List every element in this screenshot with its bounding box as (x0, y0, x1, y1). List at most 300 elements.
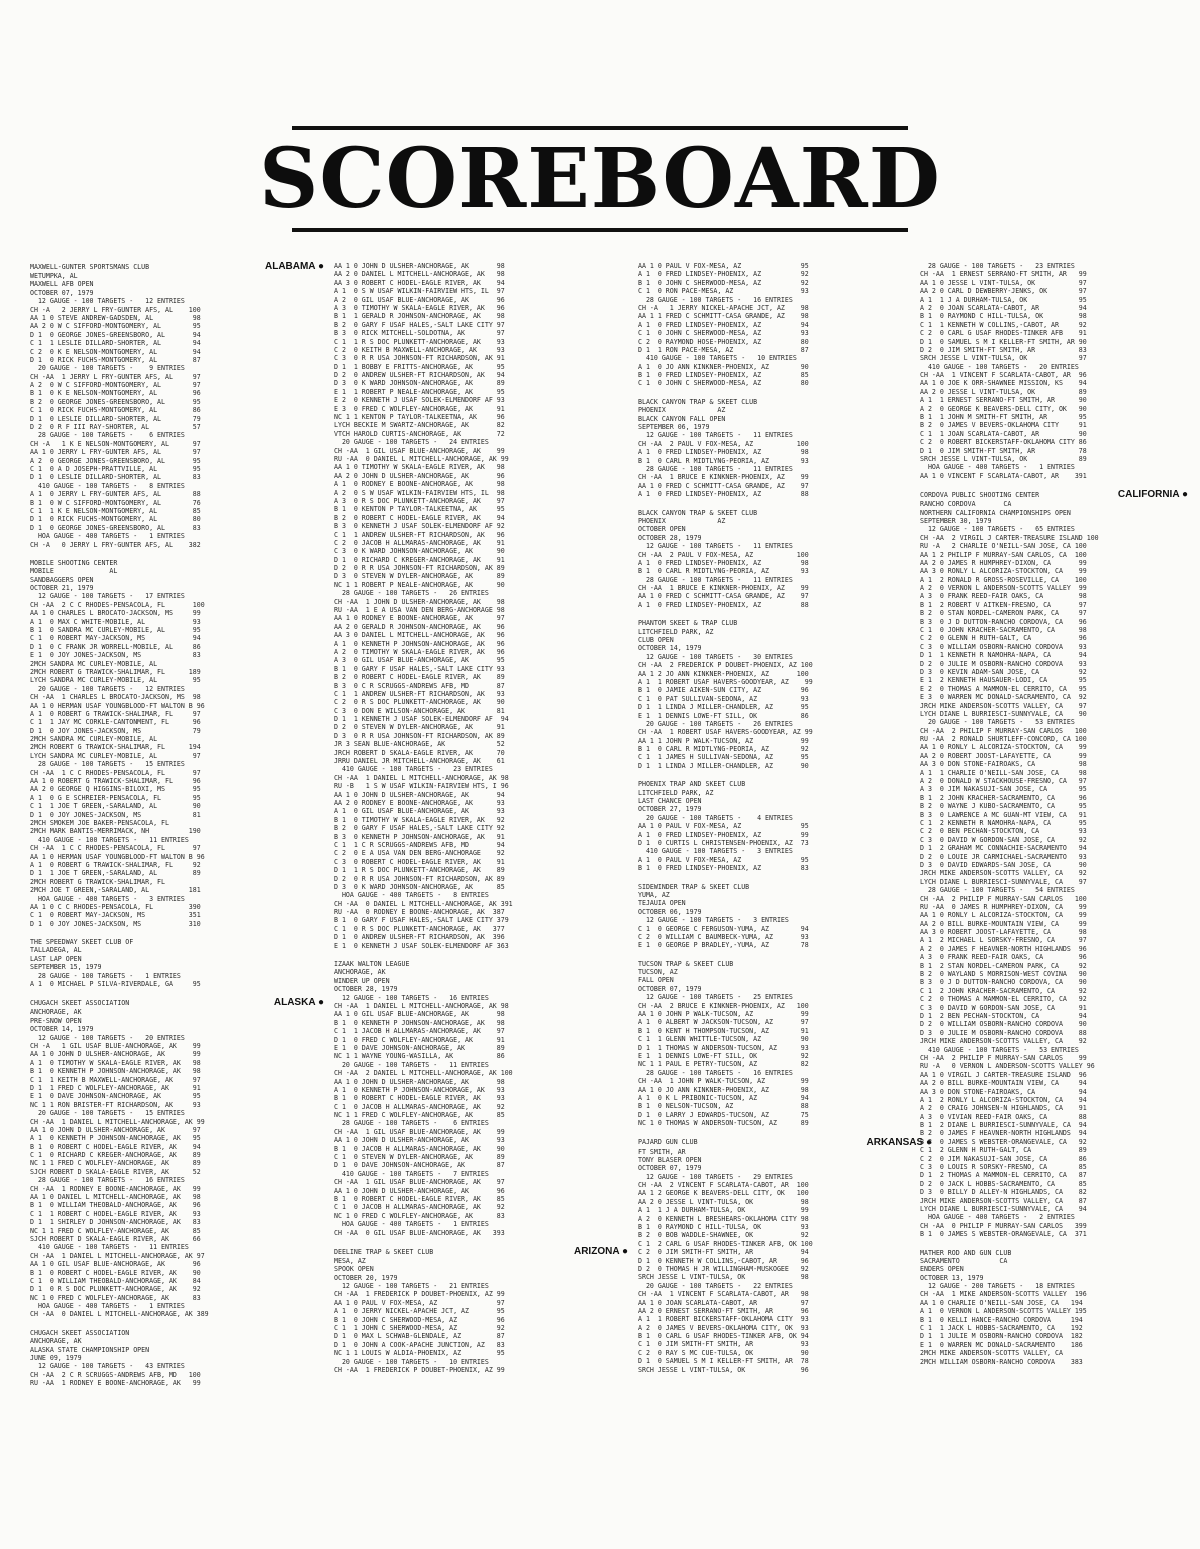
result-line: B 1 0 CARL R MIDTLYNG-PEORIA, AZ 92 (638, 745, 809, 754)
result-line: AA 1 0 ROBERT G TRAWICK-SHALIMAR, FL 96 (30, 777, 201, 786)
result-line: D 1 0 FRED C WOLFLEY-ANCHORAGE, AK 91 (334, 1035, 505, 1044)
result-line: A 1 0 FRED LINDSEY-PHOENIX, AZ 88 (638, 490, 809, 499)
result-line: CH -AA 1 GIL USAF BLUE-ANCHORAGE, AK 97 (334, 1178, 505, 1187)
result-line: AA 3 0 RONLY L ALCORIZA-STOCKTON, CA 99 (920, 567, 1087, 576)
result-line: D 1 0 LARRY J EDWARDS-TUCSON, AZ 75 (638, 1110, 809, 1119)
result-line: C 3 0 ROBERT C HODEL-EAGLE RIVER, AK 91 (334, 857, 505, 866)
result-line: AA 1 0 STEVE ANDREW-GADSDEN, AL 98 (30, 313, 201, 322)
result-line: AA 1 2 PHILIP F MURRAY-SAN CARLOS, CA 100 (920, 550, 1087, 559)
result-line: C 3 0 WILLIAM OSBORN-RANCHO CORDOVA 93 (920, 642, 1087, 651)
result-line: B 3 0 KENNETH P JOHNSON-ANCHORAGE, AK 91 (334, 832, 505, 841)
result-line: JR 3 SEAN BLUE-ANCHORAGE, AK 52 (334, 740, 505, 749)
result-line: PHOENIX AZ (638, 406, 726, 415)
result-line: RU -AA 2 RONALD SHURTLEFF-CONCORD, CA 100 (920, 735, 1087, 744)
result-line: A 1 1 ROBERT USAF HAVERS-GOODYEAR, AZ 99 (638, 677, 813, 686)
result-line: C 1 1 R S DOC PLUNKETT-ANCHORAGE, AK 93 (334, 337, 505, 346)
result-line: C 1 2 GLENN H RUTH-GALT, CA 89 (920, 1146, 1087, 1155)
result-line: C 1 1 ROBERT C HODEL-EAGLE RIVER, AK 93 (30, 1209, 201, 1218)
result-line: RU -A 0 VERNON L ANDERSON-SCOTTS VALLEY 96 (920, 1062, 1095, 1071)
result-line: D 2 0 R R USA JOHNSON-FT RICHARDSON, AK 89 (334, 874, 505, 883)
result-line: MAXWELL-GUNTER SPORTSMANS CLUB (30, 262, 150, 271)
result-line: A 2 0 CRAIG JOHNSEN-N HIGHLANDS, CA 91 (920, 1104, 1087, 1113)
result-line: 2MCH MARK BANTIS-MERRIMACK, NH 190 (30, 827, 201, 836)
result-line: 28 GAUGE - 100 TARGETS - 16 ENTRIES (30, 1176, 185, 1185)
result-line: D 1 0 JOY JONES-JACKSON, MS 310 (30, 919, 201, 928)
result-line: OCTOBER 07, 1979 (638, 984, 702, 993)
result-line: 2MCH MIKE ANDERSON-SCOTTS VALLEY, CA (920, 1349, 1063, 1358)
state-section (920, 480, 1188, 1366)
result-line: C 2 0 RAYMOND HOSE-PHOENIX, AZ 80 (638, 337, 809, 346)
result-line: OCTOBER 14, 1979 (30, 1025, 94, 1034)
result-line: CH -AA 2 PHILIP F MURRAY-SAN CARLOS 99 (920, 1053, 1087, 1062)
result-line: 12 GAUGE - 100 TARGETS - 11 ENTRIES (638, 431, 793, 440)
result-line: 20 GAUGE - 100 TARGETS - 24 ENTRIES (334, 438, 489, 447)
result-line: 2MCH JOE T GREEN,-SARALAND, AL 181 (30, 886, 201, 895)
result-line: C 1 1 JACK L HOBBS-SACRAMENTO, CA 192 (920, 1324, 1083, 1333)
result-line: 410 GAUGE - 100 TARGETS - 53 ENTRIES (920, 1045, 1079, 1054)
result-line: TEJAUIA OPEN (638, 899, 686, 908)
result-line: A 1 0 S W USAF WILKIN-FAIRVIEW HTS, IL 97 (334, 287, 505, 296)
result-line: B 1 0 GARY F USAF HALES,-SALT LAKE CITY 93 (334, 664, 505, 673)
result-line: AA 2 0 BILL BURKE-MOUNTAIN VIEW, CA 99 (920, 919, 1087, 928)
state-name: ALASKA ● (274, 998, 324, 1008)
result-line: AA 1 0 JOHN D ULSHER-ANCHORAGE, AK 98 (334, 1077, 505, 1086)
result-line: AA 2 0 DANIEL L MITCHELL-ANCHORAGE, AK 98 (334, 270, 505, 279)
result-line: BLACK CANYON FALL OPEN (638, 414, 726, 423)
result-line: RU -AA 1 RODNEY E BOONE-ANCHORAGE, AK 99 (30, 1379, 201, 1388)
result-line: A 1 0 G E SCHREIER-PENSACOLA, FL 95 (30, 793, 201, 802)
result-line: C 1 1 KEITH B MAXWELL-ANCHORAGE, AK 97 (30, 1075, 201, 1084)
result-line: C 1 1 LESLIE DILLARD-SHORTER, AL 94 (30, 339, 201, 348)
state-section (334, 1237, 628, 1374)
result-line: C 1 1 K E NELSON-MONTGOMERY, AL 85 (30, 506, 201, 515)
result-line: OCTOBER 27, 1979 (638, 805, 702, 814)
result-line: D 1 1 JULIE M OSBORN-RANCHO CORDOVA 182 (920, 1332, 1083, 1341)
result-line: D 1 0 GEORGE JONES-GREENSBORO, AL 83 (30, 523, 201, 532)
result-line: D 1 0 LESLIE DILLARD-SHORTER, AL 79 (30, 414, 201, 423)
result-line: JRCH MIKE ANDERSON-SCOTTS VALLEY, CA 97 (920, 701, 1087, 710)
result-line: C 2 0 JIM NAKASUJI-SAN JOSE, CA 86 (920, 1154, 1087, 1163)
result-line: C 1 0 WILLIAM THEOBALD-ANCHORAGE, AK 84 (30, 1276, 201, 1285)
state-header (920, 490, 1188, 500)
result-line: A 3 0 FRANK REED-FAIR OAKS, CA 98 (920, 592, 1087, 601)
result-line: B 1 1 JOHN M SMITH-FT SMITH, AR 95 (920, 413, 1087, 422)
club-spacer (334, 950, 628, 960)
result-line: CORDOVA PUBLIC SHOOTING CENTER (920, 490, 1040, 499)
result-line: AA 1 0 HERMAN USAF YOUNGBLOOD-FT WALTON B 96 (30, 701, 205, 710)
result-line: AA 1 0 JO ANN KINKNER-PHOENIX, AZ 98 (638, 1085, 809, 1094)
result-line: CH -AA 1 BRUCE E KINKNER-PHOENIX, AZ 99 (638, 584, 809, 593)
result-line: LYCH BECKIE M SWARTZ-ANCHORAGE, AK 82 (334, 421, 505, 430)
result-line: FT SMITH, AR (638, 1147, 686, 1156)
result-line: D 2 0 R R USA JOHNSON-FT RICHARDSON, AK 89 (334, 564, 505, 573)
result-line: D 1 0 DAVE JOHNSON-ANCHORAGE, AK 87 (334, 1161, 505, 1170)
result-line: 410 GAUGE - 100 TARGETS - 11 ENTRIES (30, 835, 189, 844)
result-line: BLACK CANYON TRAP & SKEET CLUB (638, 397, 758, 406)
result-line: OCTOBER OPEN (638, 525, 686, 534)
result-line: 20 GAUGE - 100 TARGETS - 11 ENTRIES (334, 1060, 489, 1069)
result-line: 12 GAUGE - 100 TARGETS - 29 ENTRIES (638, 1172, 793, 1181)
result-line: AA 1 1 JOHN P WALK-TUCSON, AZ 99 (638, 736, 809, 745)
result-line: B 1 0 KENNETH P JOHNSON-ANCHORAGE, AK 98 (30, 1067, 201, 1076)
result-line: AA 2 0 JESSE L VINT-TULSA, OK 98 (638, 1197, 809, 1206)
result-line: 28 GAUGE - 100 TARGETS - 11 ENTRIES (638, 575, 793, 584)
result-line: MOBILE SHOOTING CENTER (30, 558, 118, 567)
result-line: CLUB OPEN (638, 636, 674, 645)
result-line: AA 1 0 JESSE L VINT-TULSA, OK 97 (920, 278, 1087, 287)
result-line: RANCHO CORDOVA CA (920, 500, 1012, 509)
result-line: C 1 0 JACOB H ALLMARAS-ANCHORAGE, AK 92 (334, 1102, 505, 1111)
result-line: 28 GAUGE - 100 TARGETS - 11 ENTRIES (638, 464, 793, 473)
result-line: NC 1 0 THOMAS W ANDERSON-TUCSON, AZ 89 (638, 1119, 809, 1128)
result-line: AA 1 0 PAUL V FOX-MESA, AZ 97 (334, 1298, 505, 1307)
result-line: 12 GAUGE - 100 TARGETS - 65 ENTRIES (920, 525, 1075, 534)
result-line: D 1 1 RON PACE-MESA, AZ 87 (638, 345, 809, 354)
result-line: 12 GAUGE - 100 TARGETS - 11 ENTRIES (638, 542, 793, 551)
result-line: E 1 0 DAVE JOHNSON-ANCHORAGE, AK 95 (30, 1092, 201, 1101)
result-line: B 2 0 WAYNE J KUBO-SACRAMENTO, CA 95 (920, 802, 1087, 811)
result-line: SRCH JESSE L VINT-TULSA, OK 96 (638, 1365, 809, 1374)
result-line: B 1 0 RAYMOND C HILL-TULSA, OK 98 (920, 312, 1087, 321)
result-line: E 3 0 WARREN MC DONALD-SACRAMENTO, CA 92 (920, 693, 1087, 702)
result-line: AA 1 0 VIRGIL J CARTER-TREASURE ISLAND 96 (920, 1070, 1087, 1079)
result-line: D 1 0 CURTIS L CHRISTENSEN-PHOENIX, AZ 73 (638, 839, 809, 847)
result-line: D 1 0 ANDREW ULSHER-FT RICHARDSON, AK 396 (334, 933, 505, 942)
result-line: LITCHFIELD PARK, AZ (638, 788, 714, 797)
result-line: AA 1 0 PAUL V FOX-MESA, AZ 95 (638, 822, 809, 831)
result-line: NC 1 0 FRED C WOLFLEY-ANCHORAGE, AK 83 (30, 1293, 201, 1302)
result-line: AA 1 0 VINCENT F SCARLATA-CABOT, AR 391 (920, 471, 1087, 480)
result-line: D 1 2 GRAHAM MC CONNACHIE-SACRAMENTO 94 (920, 844, 1087, 853)
result-line: CHUGACH SKEET ASSOCIATION (30, 999, 130, 1008)
result-line: SJCH ROBERT D SKALA-EAGLE RIVER, AK 66 (30, 1234, 201, 1243)
result-line: SIDEWINDER TRAP & SKEET CLUB (638, 882, 750, 891)
result-line: DEELINE TRAP & SKEET CLUB (334, 1247, 434, 1256)
result-line: AA 3 0 ROBERT JOOST-LAFAYETTE, CA 98 (920, 928, 1087, 937)
result-line: 2MCH ROBERT G TRAWICK-SHALIMAR, FL (30, 877, 165, 886)
result-line: B 1 0 CARL G USAF RHODES-TINKER AFB, OK 94 (638, 1332, 809, 1341)
result-line: CH -AA 1 DANIEL L MITCHELL-ANCHORAGE, AK 98 (334, 1001, 509, 1010)
result-line: A 2 0 TIMOTHY W SKALA-EAGLE RIVER, AK 96 (334, 647, 505, 656)
club-spacer (638, 770, 932, 780)
result-line: MAXWELL AFB OPEN (30, 280, 94, 289)
result-line: ENDERS OPEN (920, 1265, 964, 1274)
club-spacer (30, 549, 324, 559)
result-line: D 1 0 SAMUEL S M I KELLER-FT SMITH, AR 90 (920, 337, 1087, 346)
result-line: TONY BLASER OPEN (638, 1155, 702, 1164)
result-line: AA 1 0 JOE K ORR-SHAWNEE MISSION, KS 94 (920, 379, 1087, 388)
result-line: B 1 0 JAMES S WEBSTER-ORANGEVALE, CA 371 (920, 1230, 1087, 1239)
result-line: NC 1 1 RON BRISTER-FT RICHARDSON, AK 93 (30, 1100, 201, 1109)
state-section (30, 988, 324, 1387)
result-line: AA 3 0 DANIEL L MITCHELL-ANCHORAGE, AK 96 (334, 631, 505, 640)
result-line: C 1 2 JOHN KRACHER-SACRAMENTO, CA 92 (920, 986, 1087, 995)
result-line: 12 GAUGE - 100 TARGETS - 43 ENTRIES (30, 1362, 185, 1371)
result-line: AA 1 0 TIMOTHY W SKALA-EAGLE RIVER, AK 98 (334, 463, 505, 472)
result-line: C 1 1 JACOB H ALLMARAS-ANCHORAGE, AK 97 (334, 1027, 505, 1036)
result-line: AA 2 0 JOHN D ULSHER-ANCHORAGE, AK 96 (334, 471, 505, 480)
result-line: B 1 0 ROBERT C HODEL-EAGLE RIVER, AK 93 (334, 1094, 505, 1103)
result-line: A 1 0 VERNON L ANDERSON-SCOTTS VALLEY 195 (920, 1307, 1087, 1316)
result-line: RU -B 1 S W USAF WILKIN-FAIRVIEW HTS, I 96 (334, 782, 509, 791)
result-line: B 2 0 BOB WADDLE-SHAWNEE, OK 92 (638, 1231, 809, 1240)
result-line: A 1 0 TIMOTHY W SKALA-EAGLE RIVER, AK 98 (30, 1058, 201, 1067)
result-line: CH -AA 1 FREDERICK P DOUBET-PHOENIX, AZ 99 (334, 1290, 505, 1299)
result-line: CH -AA 2 PAUL V FOX-MESA, AZ 100 (638, 439, 809, 448)
result-line: B 3 0 J D DUTTON-RANCHO CORDOVA, CA 90 (920, 978, 1087, 987)
result-line: D 1 0 RICK FUCHS-MONTGOMERY, AL 87 (30, 355, 201, 364)
result-line: CH -AA 1 BRUCE E KINKNER-PHOENIX, AZ 99 (638, 473, 809, 482)
result-line: A 1 0 FRED LINDSEY-PHOENIX, AZ 98 (638, 558, 809, 567)
result-line: CH -AA 1 ERNEST SERRANO-FT SMITH, AR 99 (920, 270, 1087, 279)
result-line: A 2 0 GEORGE JONES-GREENSBORO, AL 95 (30, 456, 201, 465)
result-line: D 2 0 JIM SMITH-FT SMITH, AR 83 (920, 345, 1087, 354)
result-line: C 3 0 DAVID W GORDON-SAN JOSE, CA 92 (920, 835, 1087, 844)
result-line: SPOOK OPEN (334, 1265, 374, 1274)
result-line: E 3 0 FRED C WOLFLEY-ANCHORAGE, AK 91 (334, 404, 505, 413)
result-line: D 1 1 R S DOC PLUNKETT-ANCHORAGE, AK 89 (334, 866, 505, 875)
state-section (920, 262, 1188, 480)
result-line: C 1 0 RICHARD C KREGER-ANCHORAGE, AK 89 (30, 1151, 201, 1160)
result-line: D 1 0 JIM SMITH-FT SMITH, AR 78 (920, 446, 1087, 455)
result-line: C 1 1 JAMES H SULLIVAN-SEDONA, AZ 95 (638, 753, 809, 762)
result-line: B 1 0 ROBERT C HODEL-EAGLE RIVER, AK 94 (30, 1142, 201, 1151)
result-line: B 1 0 FRED LINDSEY-PHOENIX, AZ 85 (638, 371, 809, 380)
result-line: SRCH JESSE L VINT-TULSA, OK 98 (638, 1273, 809, 1282)
result-line: 20 GAUGE - 100 TARGETS - 12 ENTRIES (30, 684, 185, 693)
result-line: C 3 0 DAVID W GORDON-SAN JOSE, CA 91 (920, 1003, 1087, 1012)
result-line: C 2 0 R S DOC PLUNKETT-ANCHORAGE, AK 90 (334, 698, 505, 707)
result-line: 28 GAUGE - 100 TARGETS - 6 ENTRIES (30, 431, 185, 440)
result-line: B 1 0 CARL R MIDTLYNG-PEORIA, AZ 93 (638, 567, 809, 576)
result-line: B 2 0 JAMES V BEVERS-OKLAHOMA CITY 91 (920, 421, 1087, 430)
result-line: LYCH SANDRA MC CURLEY-MOBILE, AL 97 (30, 751, 201, 760)
result-line: B 1 0 KENNETH P JOHNSON-ANCHORAGE, AK 98 (334, 1018, 505, 1027)
result-line: 12 GAUGE - 100 TARGETS - 17 ENTRIES (30, 592, 185, 601)
result-line: B 3 0 KENNETH J USAF SOLEK-ELMENDORF AF 92 (334, 522, 505, 531)
result-line: D 2 0 R F III RAY-SHORTER, AL 57 (30, 423, 201, 432)
result-line: CH -AA 2 C R SCRUGGS-ANDREWS AFB, MD 100 (30, 1370, 201, 1379)
result-line: HOA GAUGE - 400 TARGETS - 1 ENTRIES (30, 1302, 185, 1311)
result-line: ANCHORAGE, AK (334, 968, 386, 977)
result-line: A 1 0 KENNETH P JOHNSON-ANCHORAGE, AK 96 (334, 639, 505, 648)
result-line: 20 GAUGE - 100 TARGETS - 15 ENTRIES (30, 1109, 185, 1118)
result-line: HOA GAUGE - 400 TARGETS - 8 ENTRIES (334, 891, 489, 900)
result-line: RU -AA 1 E A USA VAN DEN BERG-ANCHORAGE 98 (334, 606, 505, 615)
result-line: AA 1 0 HERMAN USAF YOUNGBLOOD-FT WALTON B 96 (30, 852, 205, 861)
result-line: A 1 0 FRED LINDSEY-PHOENIX, AZ 92 (638, 270, 809, 279)
club-spacer (638, 388, 932, 398)
result-line: HOA GAUGE - 400 TARGETS - 2 ENTRIES (920, 1213, 1075, 1222)
result-line: C 2 0 ROBERT BICKERSTAFF-OKLAHOMA CITY 86 (920, 438, 1087, 447)
result-line: B 1 1 GERALD R JOHNSON-ANCHORAGE, AK 98 (334, 312, 505, 321)
result-line: C 1 2 CARL G USAF RHODES-TINKER AFB, OK 100 (638, 1239, 813, 1248)
result-line: CH -AA 1 DANIEL L MITCHELL-ANCHORAGE, AK 99 (30, 1117, 205, 1126)
result-line: C 2 0 THOMAS A MAMMON-EL CERRITO, CA 92 (920, 995, 1087, 1004)
result-line: JRCH ROBERT D SKALA-EAGLE RIVER, AK 70 (334, 748, 505, 757)
club-spacer (638, 950, 932, 960)
result-line: 20 GAUGE - 100 TARGETS - 26 ENTRIES (638, 719, 793, 728)
state-header (30, 262, 324, 272)
result-line: C 1 0 ROBERT MAY-JACKSON, MS 351 (30, 911, 201, 920)
result-line: 12 GAUGE - 100 TARGETS - 12 ENTRIES (30, 297, 185, 306)
results-column-4 (920, 262, 1188, 1542)
result-line: E 2 0 THOMAS A MAMMON-EL CERRITO, CA 95 (920, 684, 1087, 693)
state-section (638, 1128, 932, 1375)
result-line: WETUMPKA, AL (30, 272, 78, 280)
result-line: AA 1 0 FRED C SCHMITT-CASA GRANDE, AZ 97 (638, 481, 809, 490)
result-line: AA 1 0 JOHN D ULSHER-ANCHORAGE, AK 93 (334, 1136, 505, 1145)
result-line: D 3 0 JULIE M OSBORN-RANCHO CORDOVA 88 (920, 1028, 1087, 1037)
result-line: D 2 0 WILLIAM OSBORN-RANCHO CORDOVA 90 (920, 1020, 1087, 1029)
result-line: E 1 0 KENNETH J USAF SOLEK-ELMENDORF AF 363 (334, 941, 509, 950)
result-line: C 1 0 JOHN C SHERWOOD-MESA, AZ 80 (638, 379, 809, 388)
result-line: CH -AA 2 PHILIP F MURRAY-SAN CARLOS 100 (920, 726, 1087, 735)
result-line: E 2 0 KENNETH J USAF SOLEK-ELMENDORF AF 93 (334, 396, 505, 405)
result-line: A 1 0 JERRY NICKEL-APACHE JCT, AZ 95 (334, 1307, 505, 1316)
result-line: B 1 0 TIMOTHY W SKALA-EAGLE RIVER, AK 92 (334, 815, 505, 824)
result-line: D 1 0 KENNETH W COLLINS,-CABOT, AR 96 (638, 1256, 809, 1265)
result-line: 28 GAUGE - 100 TARGETS - 54 ENTRIES (920, 886, 1075, 895)
result-line: D 1 0 JOHN A COOK-APACHE JUNCTION, AZ 83 (334, 1340, 505, 1349)
result-line: A 3 0 VIVIAN REED-FAIR OAKS, CA 88 (920, 1112, 1087, 1121)
result-line: CH -AA 1 JERRY L FRY-GUNTER AFS, AL 97 (30, 372, 201, 381)
masthead (259, 126, 941, 232)
result-line: AA 1 0 JOHN D ULSHER-ANCHORAGE, AK 97 (30, 1125, 201, 1134)
result-line: CH -AA 2 VIRGIL J CARTER-TREASURE ISLAND 100 (920, 533, 1099, 542)
result-line: D 1 0 C FRANK JR WORRELL-MOBILE, AL 86 (30, 642, 201, 651)
result-line: CH -AA 1 ROBERT USAF HAVERS-GOODYEAR, AZ 99 (638, 728, 813, 737)
result-line: D 1 0 MAX L SCHWAB-GLENDALE, AZ 87 (334, 1332, 505, 1341)
result-line: D 3 0 K WARD JOHNSON-ANCHORAGE, AK 89 (334, 379, 505, 388)
result-line: B 1 0 NELSON-TUCSON, AZ 88 (638, 1102, 809, 1111)
result-line: A 2 0 JAMES F HEAVNER-NORTH HIGHLANDS 96 (920, 944, 1087, 953)
result-line: B 1 2 JOHN KRACHER-SACRAMENTO, CA 96 (920, 793, 1087, 802)
result-line: B 1 0 ROBERT C HODEL-EAGLE RIVER, AK 90 (30, 1268, 201, 1277)
result-line: E 1 0 GEORGE P BRADLEY,-YUMA, AZ 78 (638, 941, 809, 950)
result-line: AA 1 0 JOHN D ULSHER-ANCHORAGE, AK 98 (334, 262, 505, 270)
result-line: ALASKA STATE CHAMPIONSHIP OPEN (30, 1345, 150, 1354)
result-line: B 3 0 C R SCRUGGS-ANDREWS AFB, MD 87 (334, 681, 505, 690)
result-line: 28 GAUGE - 100 TARGETS - 26 ENTRIES (334, 589, 489, 598)
result-line: B 3 0 J D DUTTON-RANCHO CORDOVA, CA 96 (920, 617, 1087, 626)
result-line: AA 1 0 RONLY L ALCORIZA-STOCKTON, CA 99 (920, 911, 1087, 920)
result-line: C 1 1 ANDREW ULSHER-FT RICHARDSON, AK 96 (334, 530, 505, 539)
result-line: C 3 0 R R USA JOHNSON-FT RICHARDSON, AK 91 (334, 354, 505, 363)
result-line: 410 GAUGE - 100 TARGETS - 7 ENTRIES (334, 1169, 489, 1178)
result-line: SANDBAGGERS OPEN (30, 575, 94, 584)
result-line: B 1 0 RAYMOND C HILL-TULSA, OK 93 (638, 1223, 809, 1232)
result-line: A 1 1 J A DURHAM-TULSA, OK 99 (638, 1206, 809, 1215)
result-line: OCTOBER 13, 1979 (920, 1273, 984, 1282)
result-line: 12 GAUGE - 200 TARGETS - 18 ENTRIES (920, 1282, 1075, 1291)
result-line: CH -AA 1 VINCENT F SCARLATA-CABOT, AR 96 (920, 371, 1087, 380)
result-line: D 3 0 STEVEN W DYLER-ANCHORAGE, AK 89 (334, 572, 505, 581)
result-line: B 1 0 CARL R MIDTLYNG-PEORIA, AZ 93 (638, 456, 809, 465)
result-line: E 1 2 KENNETH HAUSAUER-LODI, CA 95 (920, 676, 1087, 685)
result-line: CH -AA 2 VINCENT F SCARLATA-CABOT, AR 100 (638, 1181, 809, 1190)
result-line: C 3 0 LOUIS R SORSKY-FRESNO, CA 85 (920, 1163, 1087, 1172)
result-line: AA 1 0 PAUL V FOX-MESA, AZ 95 (638, 262, 809, 270)
section-spacer (638, 1128, 932, 1138)
result-line: B 1 0 FRED LINDSEY-PHOENIX, AZ 83 (638, 864, 809, 873)
result-line: A 1 0 JO ANN KINKNER-PHOENIX, AZ 90 (638, 362, 809, 371)
result-line: OCTOBER 07, 1979 (30, 288, 94, 297)
masthead-title: SCOREBOARD (259, 131, 941, 227)
result-line: A 1 1 J A DURHAM-TULSA, OK 95 (920, 295, 1087, 304)
result-line: AA 2 0 CARL D DEWBERRY-JENKS, OK 97 (920, 287, 1087, 296)
result-line: SJCH ROBERT D SKALA-EAGLE RIVER, AK 52 (30, 1167, 201, 1176)
result-line: D 1 1 KENNETH R NAMOHRA-NAPA, CA 94 (920, 651, 1087, 660)
result-line: B 1 0 KENT H THOMPSON-TUCSON, AZ 91 (638, 1026, 809, 1035)
result-line: C 1 2 KENNETH R NAMOHRA-NAPA, CA 95 (920, 819, 1087, 827)
result-line: LAST LAP OPEN (30, 954, 82, 963)
result-line: D 3 0 DAVID EDWARDS-SAN JOSE, CA 90 (920, 860, 1087, 869)
result-line: NC 1 1 FRED C WOLFLEY-ANCHORAGE, AK 85 (334, 1111, 505, 1120)
state-section (334, 262, 628, 1237)
results-column-3 (638, 262, 932, 1542)
result-line: OCTOBER 28, 1979 (638, 533, 702, 542)
result-line: A 2 0 GIL USAF BLUE-ANCHORAGE, AK 96 (334, 295, 505, 304)
result-line: A 1 1 ROBERT BICKERSTAFF-OKLAHOMA CITY 93 (638, 1315, 809, 1324)
result-line: CH -AA 1 C C RHODES-PENSACOLA, FL 97 (30, 844, 201, 853)
result-line: A 3 0 FRANK REED-FAIR OAKS, CA 96 (920, 953, 1087, 962)
result-line: D 1 1 FRED C WOLFLEY-ANCHORAGE, AK 91 (30, 1083, 201, 1092)
result-line: AA 1 0 JOHN D ULSHER-ANCHORAGE, AK 94 (334, 790, 505, 799)
result-line: AA 2 0 W C SIFFORD-MONTGOMERY, AL 95 (30, 322, 201, 331)
result-line: 410 GAUGE - 100 TARGETS - 3 ENTRIES (638, 847, 793, 856)
result-line: CHUGACH SKEET ASSOCIATION (30, 1328, 130, 1337)
result-line: AA 1 0 JERRY L FRY-GUNTER AFS, AL 97 (30, 448, 201, 457)
result-line: E 1 0 JOY JONES-JACKSON, MS 83 (30, 651, 201, 660)
result-line: C 3 0 K WARD JOHNSON-ANCHORAGE, AK 90 (334, 547, 505, 556)
result-line: B 2 0 STAN NORDEL-CAMERON PARK, CA 97 (920, 609, 1087, 618)
result-line: CH -AA 1 DANIEL L MITCHELL-ANCHORAGE, AK 97 (30, 1251, 205, 1260)
result-line: AA 1 0 C C RHODES-PENSACOLA, FL 390 (30, 902, 201, 911)
result-line: OCTOBER 07, 1979 (638, 1164, 702, 1173)
result-line: A 1 1 CHARLIE O'NEILL-SAN JOSE, CA 98 (920, 768, 1087, 777)
result-line: AA 3 0 ROBERT C HODEL-EAGLE RIVER, AK 94 (334, 278, 505, 287)
result-line: D 1 1 THOMAS W ANDERSON-TUCSON, AZ 93 (638, 1043, 809, 1052)
result-line: A 2 0 GEORGE K BEAVERS-DELL CITY, OK 90 (920, 404, 1087, 413)
club-spacer (638, 499, 932, 509)
result-line: B 1 0 W C SIFFORD-MONTGOMERY, AL 76 (30, 498, 201, 507)
result-line: AA 3 0 DON STONE-FAIROAKS, CA 94 (920, 1087, 1087, 1096)
result-line: A 1 0 FRED LINDSEY-PHOENIX, AZ 88 (638, 600, 809, 609)
result-line: AA 2 0 GERALD R JOHNSON-ANCHORAGE, AK 96 (334, 622, 505, 631)
result-line: CH -AA 0 PHILIP F MURRAY-SAN CARLOS 399 (920, 1221, 1087, 1230)
result-line: A 1 0 GIL USAF BLUE-ANCHORAGE, AK 93 (334, 807, 505, 816)
result-line: B 1 0 JOHN C SHERWOOD-MESA, AZ 92 (638, 278, 809, 287)
result-line: AA 1 2 GEORGE K BEAVERS-DELL CITY, OK 100 (638, 1189, 809, 1198)
result-line: 20 GAUGE - 100 TARGETS - 4 ENTRIES (638, 813, 793, 822)
result-line: CH -AA 2 BRUCE E KINKNER-PHOENIX, AZ 100 (638, 1001, 809, 1010)
result-line: CH -AA 2 PAUL V FOX-MESA, AZ 100 (638, 550, 809, 559)
result-line: C 1 0 JACOB H ALLMARAS-ANCHORAGE, AK 92 (334, 1203, 505, 1212)
result-line: D 3 0 R R USA JOHNSON-FT RICHARDSON, AK 89 (334, 731, 505, 740)
result-line: SACRAMENTO CA (920, 1256, 1008, 1265)
result-line: C 1 0 JOHN C SHERWOOD-MESA, AZ 93 (638, 329, 809, 338)
result-line: NC 1 1 LOUIS W ALDIA-PHOENIX, AZ 95 (334, 1349, 505, 1358)
result-line: CH -AA 0 DANIEL L MITCHELL-ANCHORAGE, AK 389 (30, 1310, 209, 1319)
result-line: CH -AA 1 DANIEL L MITCHELL-ANCHORAGE, AK 98 (334, 773, 509, 782)
result-line: CH -A 2 JERRY L FRY-GUNTER AFS, AL 100 (30, 305, 201, 314)
result-line: B 1 2 DIANE L BURRIESCI-SUNNYVALE, CA 94 (920, 1121, 1087, 1130)
result-line: B 1 0 SANDRA MC CURLEY-MOBILE, AL 95 (30, 626, 201, 635)
result-line: CH -AA 0 GIL USAF BLUE-ANCHORAGE, AK 393 (334, 1228, 505, 1237)
result-line: OCTOBER 14, 1979 (638, 644, 702, 653)
result-line: AA 1 2 JO ANN KINKNER-PHOENIX, AZ 100 (638, 669, 809, 678)
